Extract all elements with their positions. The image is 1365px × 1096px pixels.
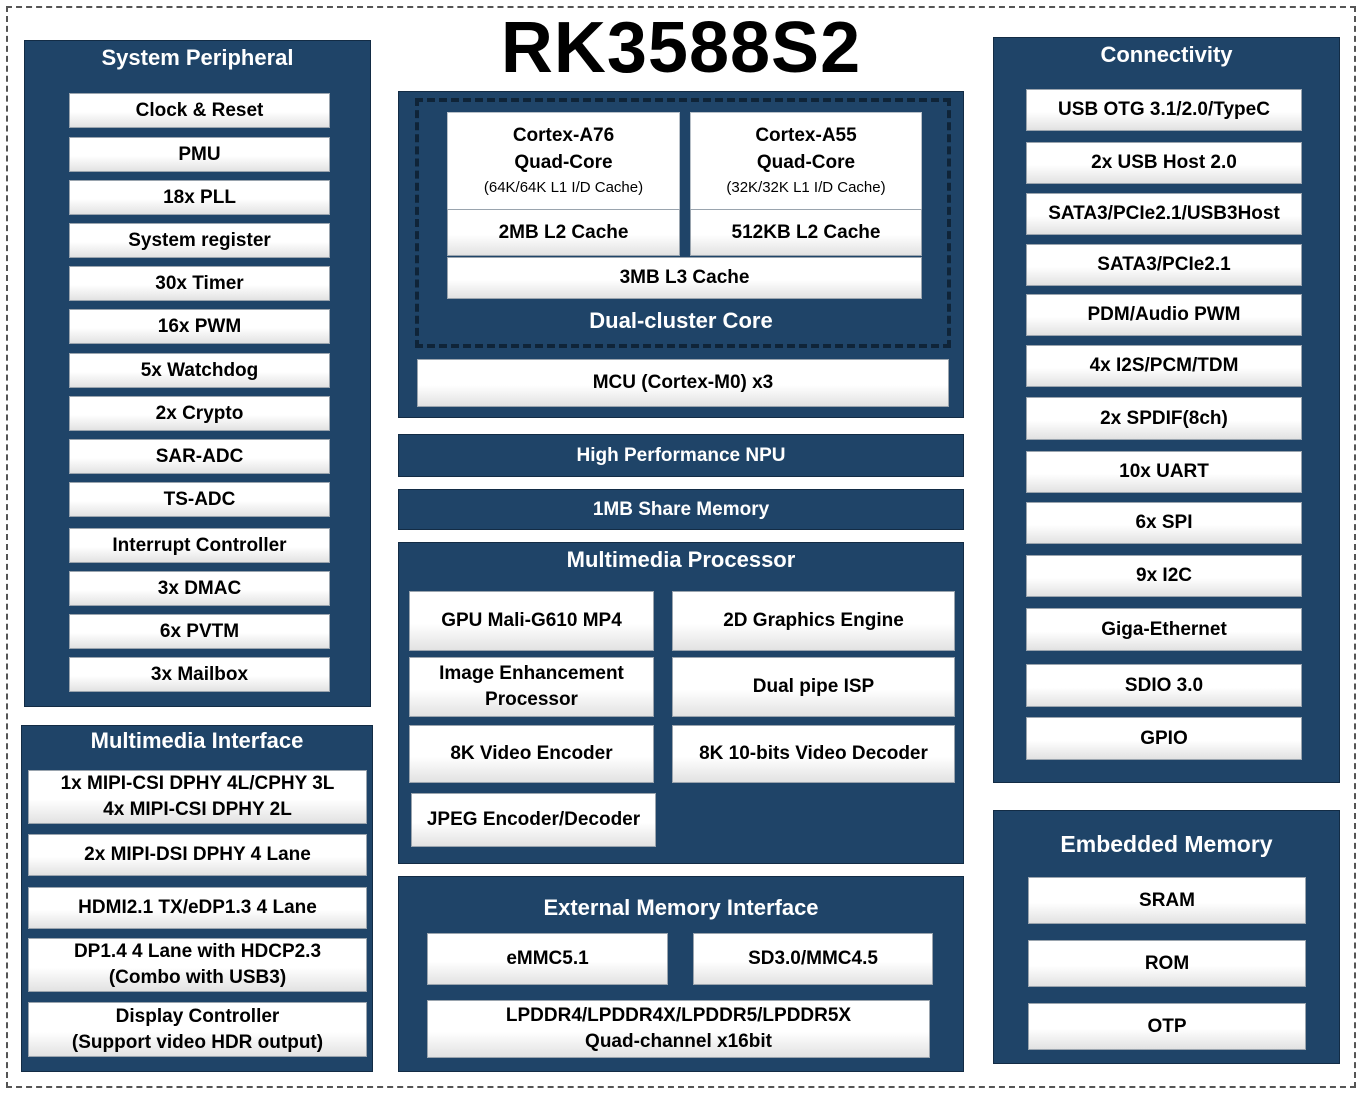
sp-pwm: 16x PWM [69, 309, 330, 344]
conn-spi: 6x SPI [1026, 502, 1302, 544]
dual-cluster-label: Dual-cluster Core [589, 308, 773, 333]
sp-clock-reset: Clock & Reset [69, 93, 330, 128]
video-decoder-block: 8K 10-bits Video Decoder [672, 725, 955, 783]
sp-pll: 18x PLL [69, 180, 330, 215]
a55-l2-cache: 512KB L2 Cache [690, 209, 922, 256]
cortex-a76-block [447, 112, 680, 210]
sp-system-register: System register [69, 223, 330, 258]
multimedia-interface-title: Multimedia Interface [90, 728, 304, 753]
mi-display-controller: Display Controller (Support video HDR output) [28, 1002, 367, 1057]
sp-interrupt-controller: Interrupt Controller [69, 528, 330, 563]
cortex-a76-cache: (64K/64K L1 I/D Cache) [483, 178, 644, 196]
gpu-block: GPU Mali-G610 MP4 [409, 591, 654, 651]
mi-mipi-dsi: 2x MIPI-DSI DPHY 4 Lane [28, 834, 367, 876]
isp-block: Dual pipe ISP [672, 657, 955, 717]
chip-title: RK3588S2 [500, 8, 862, 88]
sp-sar-adc: SAR-ADC [69, 439, 330, 474]
mcu-block: MCU (Cortex-M0) x3 [417, 359, 949, 407]
share-memory-bar: 1MB Share Memory [398, 489, 964, 530]
external-memory-title: External Memory Interface [543, 895, 819, 920]
cortex-a55-cache: (32K/32K L1 I/D Cache) [726, 178, 886, 196]
cortex-a76-name: Cortex-A76 [512, 125, 615, 147]
system-peripheral-title: System Peripheral [101, 45, 294, 70]
cortex-a55-type: Quad-Core [756, 151, 856, 173]
sp-pvtm: 6x PVTM [69, 614, 330, 649]
conn-pdm-audio: PDM/Audio PWM [1026, 294, 1302, 336]
sp-ts-adc: TS-ADC [69, 482, 330, 517]
sp-timer: 30x Timer [69, 266, 330, 301]
sp-mailbox: 3x Mailbox [69, 657, 330, 692]
conn-spdif: 2x SPDIF(8ch) [1026, 397, 1302, 440]
multimedia-processor-panel [398, 542, 964, 864]
embedded-memory-panel [993, 810, 1340, 1064]
emmc-block: eMMC5.1 [427, 933, 668, 985]
conn-gpio: GPIO [1026, 717, 1302, 760]
mi-dp: DP1.4 4 Lane with HDCP2.3 (Combo with USB3) [28, 938, 367, 992]
conn-i2s: 4x I2S/PCM/TDM [1026, 345, 1302, 387]
system-peripheral-panel [24, 40, 371, 707]
multimedia-interface-panel [21, 725, 373, 1072]
video-encoder-block: 8K Video Encoder [409, 725, 654, 783]
connectivity-panel [993, 37, 1340, 783]
l3-cache: 3MB L3 Cache [447, 257, 922, 299]
sp-watchdog: 5x Watchdog [69, 353, 330, 388]
cortex-a76-type: Quad-Core [514, 151, 613, 173]
conn-usb-host: 2x USB Host 2.0 [1026, 142, 1302, 184]
lpddr-block: LPDDR4/LPDDR4X/LPDDR5/LPDDR5X Quad-channel x16bit [427, 1000, 930, 1058]
multimedia-processor-title: Multimedia Processor [566, 547, 796, 572]
mi-mipi-csi: 1x MIPI-CSI DPHY 4L/CPHY 3L 4x MIPI-CSI DPHY 2L [28, 770, 367, 824]
a76-l2-cache: 2MB L2 Cache [447, 209, 680, 256]
conn-sdio: SDIO 3.0 [1026, 664, 1302, 707]
external-memory-panel [398, 876, 964, 1072]
sp-pmu: PMU [69, 137, 330, 172]
cortex-a55-name: Cortex-A55 [755, 125, 857, 147]
jpeg-block: JPEG Encoder/Decoder [411, 793, 656, 847]
conn-i2c: 9x I2C [1026, 555, 1302, 597]
conn-sata-pcie-usb3: SATA3/PCIe2.1/USB3Host [1026, 193, 1302, 235]
conn-giga-ethernet: Giga-Ethernet [1026, 608, 1302, 651]
embedded-memory-title: Embedded Memory [1060, 831, 1273, 857]
sp-dmac: 3x DMAC [69, 571, 330, 606]
conn-uart: 10x UART [1026, 451, 1302, 493]
mi-hdmi-edp: HDMI2.1 TX/eDP1.3 4 Lane [28, 887, 367, 929]
graphics-2d-block: 2D Graphics Engine [672, 591, 955, 651]
iep-block: Image Enhancement Processor [409, 657, 654, 717]
emb-sram: SRAM [1028, 877, 1306, 924]
npu-bar: High Performance NPU [398, 434, 964, 477]
core-panel [398, 91, 964, 418]
conn-usb-otg: USB OTG 3.1/2.0/TypeC [1026, 89, 1302, 131]
sp-crypto: 2x Crypto [69, 396, 330, 431]
emb-rom: ROM [1028, 940, 1306, 987]
sd-mmc-block: SD3.0/MMC4.5 [693, 933, 933, 985]
cortex-a55-block [690, 112, 922, 210]
emb-otp: OTP [1028, 1003, 1306, 1050]
connectivity-title: Connectivity [1100, 42, 1233, 67]
conn-sata-pcie: SATA3/PCIe2.1 [1026, 244, 1302, 286]
